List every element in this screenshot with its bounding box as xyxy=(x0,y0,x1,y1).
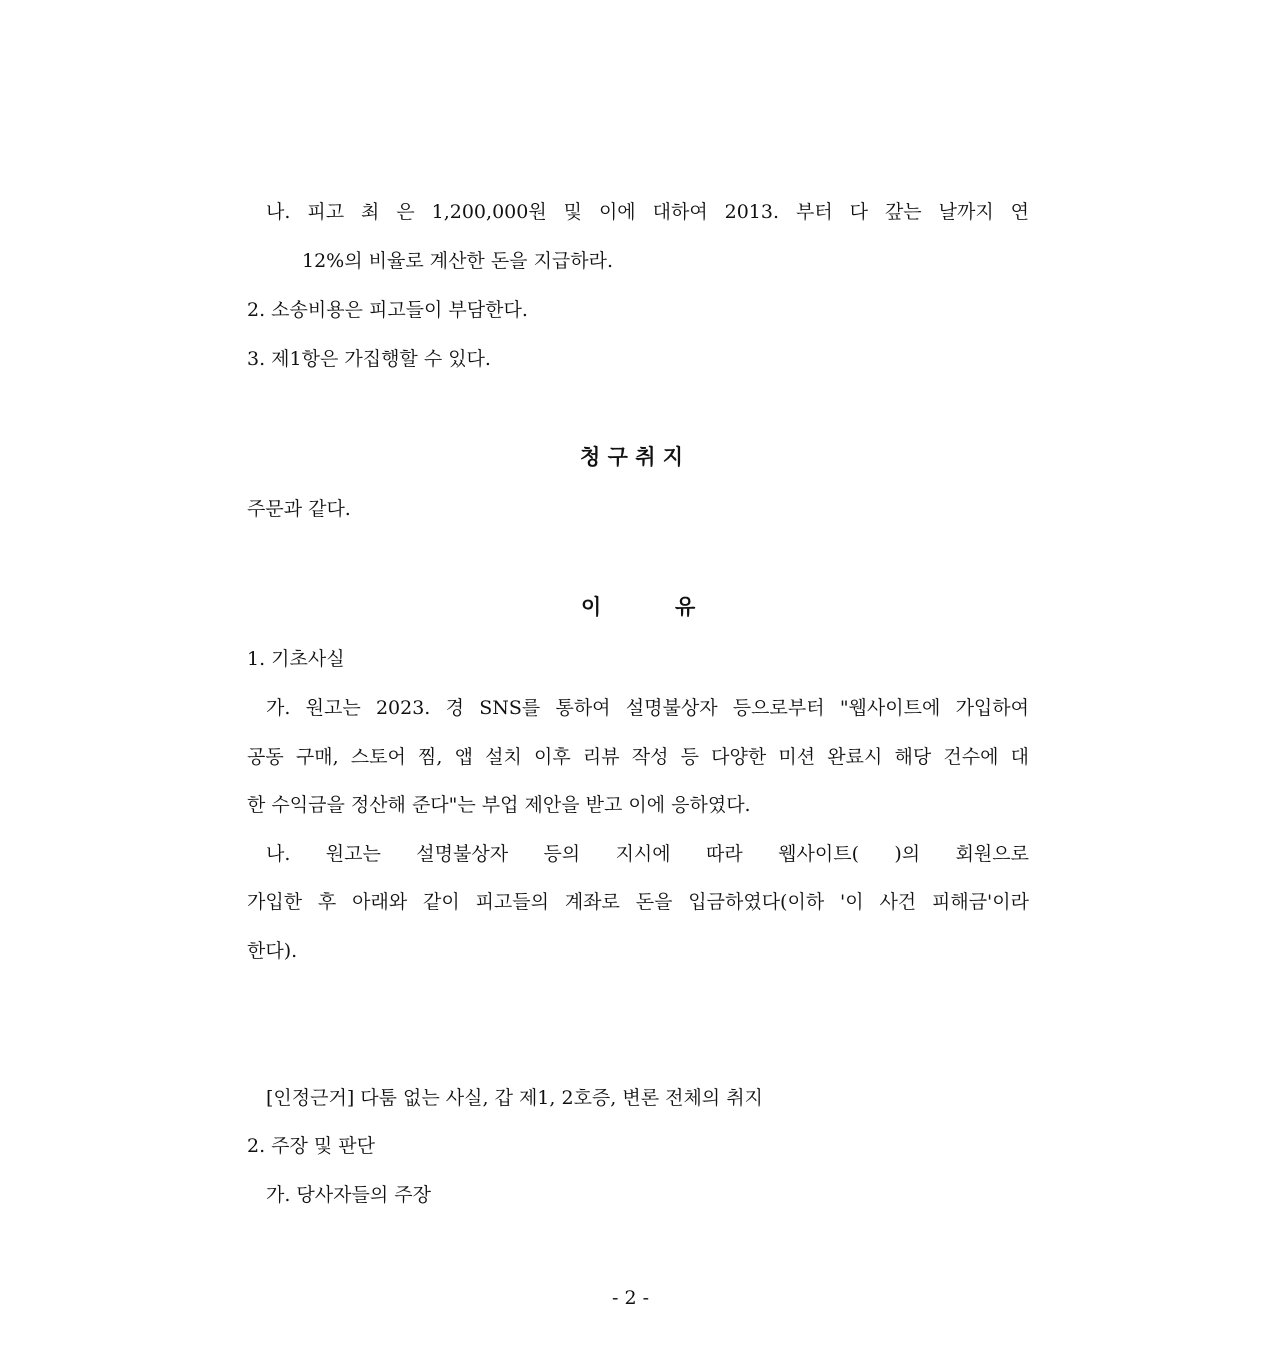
reasons-heading-left: 이 xyxy=(581,595,602,619)
fact-na-line2: 가입한 후 아래와 같이 피고들의 계좌로 돈을 입금하였다(이하 '이 사건 피해금'이라 xyxy=(247,891,1029,913)
order-item-3: 3. 제1항은 가집행할 수 있다. xyxy=(247,348,491,370)
claim-heading: 청 구 취 지 xyxy=(580,445,684,469)
order-item-na-line1: 나. 피고 최 은 1,200,000원 및 이에 대하여 2013. 부터 다 갚는 날까지 연 xyxy=(266,201,1029,223)
claim-text: 주문과 같다. xyxy=(247,498,351,520)
fact-na-line1: 나. 원고는 설명불상자 등의 지시에 따라 웹사이트( )의 회원으로 xyxy=(266,843,1029,865)
section1-title: 1. 기초사실 xyxy=(247,648,345,670)
order-item-2: 2. 소송비용은 피고들이 부담한다. xyxy=(247,299,528,321)
section2-ga: 가. 당사자들의 주장 xyxy=(266,1184,431,1206)
page-number: - 2 - xyxy=(612,1287,650,1309)
fact-ga-line2: 공동 구매, 스토어 찜, 앱 설치 이후 리뷰 작성 등 다양한 미션 완료시 해당 건수에 대 xyxy=(247,746,1029,768)
reasons-heading-right: 유 xyxy=(675,595,696,619)
fact-na-line3: 한다). xyxy=(247,940,298,962)
fact-ga-line1: 가. 원고는 2023. 경 SNS를 통하여 설명불상자 등으로부터 "웹사이트에 가입하여 xyxy=(266,697,1029,719)
section2-title: 2. 주장 및 판단 xyxy=(247,1135,376,1157)
fact-ga-line3: 한 수익금을 정산해 준다"는 부업 제안을 받고 이에 응하였다. xyxy=(247,794,751,816)
order-item-na-line2: 12%의 비율로 계산한 돈을 지급하라. xyxy=(302,250,614,272)
evidence-basis: [인정근거] 다툼 없는 사실, 갑 제1, 2호증, 변론 전체의 취지 xyxy=(266,1087,763,1109)
